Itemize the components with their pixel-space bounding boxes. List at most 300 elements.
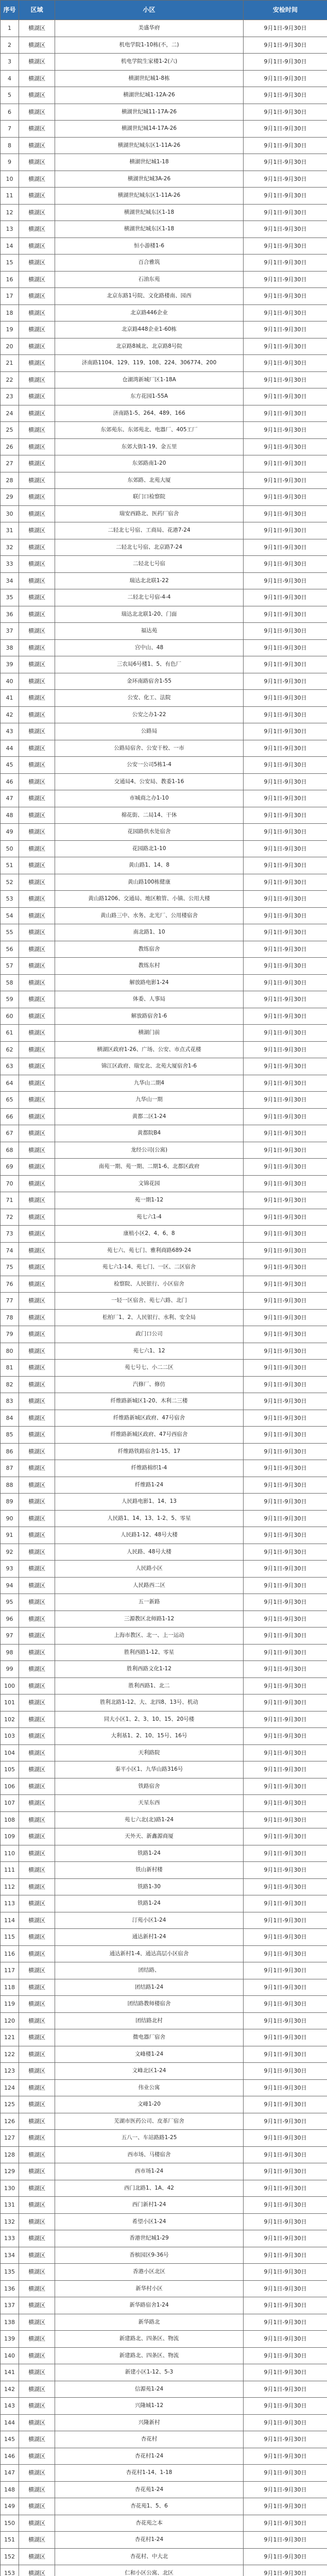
row-inspection-time: 9月1日-9月30日 (244, 1711, 327, 1728)
row-district: 横湖区 (19, 1142, 55, 1159)
row-index: 93 (1, 1561, 19, 1578)
row-community: 龙经公司(公寓) (55, 1142, 244, 1159)
row-district: 横湖区 (19, 1594, 55, 1611)
row-district: 横湖区 (19, 204, 55, 221)
row-index: 123 (1, 2063, 19, 2080)
row-index: 152 (1, 2548, 19, 2565)
row-community: 杏花苑之本 (55, 2515, 244, 2532)
row-index: 141 (1, 2364, 19, 2381)
row-index: 20 (1, 338, 19, 355)
row-index: 35 (1, 589, 19, 606)
row-community: 北京路448企业1-60栋 (55, 321, 244, 338)
row-inspection-time: 9月1日-9月30日 (244, 1661, 327, 1678)
table-row (1, 1343, 327, 1360)
row-inspection-time: 9月1日-9月30日 (244, 405, 327, 422)
row-district: 横湖区 (19, 757, 55, 774)
row-district: 横湖区 (19, 2565, 55, 2576)
row-index: 31 (1, 522, 19, 539)
row-district: 横湖区 (19, 2515, 55, 2532)
row-inspection-time: 9月1日-9月30日 (244, 1025, 327, 1042)
row-index: 119 (1, 1996, 19, 2013)
row-index: 14 (1, 238, 19, 255)
row-index: 99 (1, 1661, 19, 1678)
row-district: 横湖区 (19, 288, 55, 305)
row-index: 121 (1, 2029, 19, 2046)
row-index: 90 (1, 1510, 19, 1527)
row-index: 3 (1, 54, 19, 71)
row-community: 天利路院 (55, 1744, 244, 1761)
table-row (1, 2063, 327, 2080)
row-community: 宫中山、48 (55, 639, 244, 656)
row-community: 人民路小区 (55, 1561, 244, 1578)
row-inspection-time: 9月1日-9月30日 (244, 790, 327, 807)
row-index: 42 (1, 706, 19, 723)
row-inspection-time: 9月1日-9月30日 (244, 1242, 327, 1259)
table-row (1, 1945, 327, 1962)
table-row (1, 2163, 327, 2180)
table-row (1, 1192, 327, 1209)
table-row (1, 723, 327, 740)
row-index: 27 (1, 455, 19, 472)
row-community: 人民路电影1、14、13 (55, 1494, 244, 1511)
table-row (1, 1443, 327, 1460)
row-community: 检察院、人民银行、小区宿舍 (55, 1276, 244, 1293)
table-row (1, 472, 327, 489)
row-community: 苑七号七、小二二区 (55, 1360, 244, 1377)
row-inspection-time: 9月1日-9月30日 (244, 974, 327, 991)
row-index: 60 (1, 1008, 19, 1025)
row-district: 横湖区 (19, 1092, 55, 1109)
row-community: 机电学院生家楼1-2(六) (55, 54, 244, 71)
row-inspection-time: 9月1日-9月30日 (244, 2046, 327, 2063)
row-district: 横湖区 (19, 188, 55, 205)
row-index: 115 (1, 1929, 19, 1946)
row-community: 信源苑1-24 (55, 2381, 244, 2398)
row-district: 横湖区 (19, 2398, 55, 2415)
row-district: 横湖区 (19, 974, 55, 991)
row-index: 21 (1, 355, 19, 372)
row-index: 46 (1, 773, 19, 790)
row-community: 苑一期1-12 (55, 1192, 244, 1209)
row-inspection-time: 9月1日-9月30日 (244, 958, 327, 975)
row-inspection-time: 9月1日-9月30日 (244, 221, 327, 238)
row-district: 横湖区 (19, 1962, 55, 1979)
table-row (1, 2130, 327, 2147)
row-community: 南北路1、10 (55, 924, 244, 941)
row-index: 32 (1, 539, 19, 556)
row-inspection-time: 9月1日-9月30日 (244, 104, 327, 121)
row-district: 横湖区 (19, 1744, 55, 1761)
row-index: 83 (1, 1393, 19, 1410)
table-row (1, 874, 327, 891)
row-inspection-time: 9月1日-9月30日 (244, 556, 327, 573)
row-district: 横湖区 (19, 1259, 55, 1276)
row-district: 横湖区 (19, 70, 55, 87)
row-community: 苑七六1-4 (55, 1209, 244, 1226)
table-row (1, 1142, 327, 1159)
table-row (1, 1510, 327, 1527)
row-community: 杏花村 (55, 2431, 244, 2448)
row-community: 黄山路1、14、8 (55, 857, 244, 874)
row-district: 横湖区 (19, 1895, 55, 1912)
row-district: 横湖区 (19, 840, 55, 857)
row-inspection-time: 9月1日-9月30日 (244, 1427, 327, 1444)
row-community: 横湖世纪城3A-26 (55, 171, 244, 188)
row-inspection-time: 9月1日-9月30日 (244, 2213, 327, 2230)
row-inspection-time: 9月1日-9月30日 (244, 2230, 327, 2247)
row-community: 上海市教区、北一、上一运动 (55, 1628, 244, 1645)
row-community: 杏花村、中大北 (55, 2548, 244, 2565)
table-row (1, 20, 327, 37)
row-community: 杏花村1-24 (55, 2532, 244, 2549)
row-index: 76 (1, 1276, 19, 1293)
row-district: 横湖区 (19, 338, 55, 355)
row-inspection-time: 9月1日-9月30日 (244, 2331, 327, 2348)
row-community: 交通局4、公安局、教委1-16 (55, 773, 244, 790)
table-row (1, 2481, 327, 2498)
row-district: 横湖区 (19, 221, 55, 238)
table-row (1, 958, 327, 975)
table-row (1, 2197, 327, 2214)
row-index: 136 (1, 2280, 19, 2297)
row-index: 28 (1, 472, 19, 489)
table-row (1, 1075, 327, 1092)
row-inspection-time: 9月1日-9月30日 (244, 2548, 327, 2565)
table-row (1, 1008, 327, 1025)
table-row (1, 606, 327, 623)
row-inspection-time: 9月1日-9月30日 (244, 2146, 327, 2163)
row-index: 66 (1, 1108, 19, 1125)
row-inspection-time: 9月1日-9月30日 (244, 271, 327, 288)
table-row (1, 1628, 327, 1645)
row-index: 102 (1, 1711, 19, 1728)
row-inspection-time: 9月1日-9月30日 (244, 539, 327, 556)
row-district: 横湖区 (19, 1577, 55, 1594)
row-index: 16 (1, 271, 19, 288)
row-index: 23 (1, 388, 19, 405)
row-index: 142 (1, 2381, 19, 2398)
row-district: 横湖区 (19, 991, 55, 1008)
row-index: 22 (1, 371, 19, 388)
row-district: 横湖区 (19, 1979, 55, 1996)
row-inspection-time: 9月1日-9月30日 (244, 1159, 327, 1176)
row-index: 107 (1, 1795, 19, 1812)
row-inspection-time: 9月1日-9月30日 (244, 238, 327, 255)
row-inspection-time: 9月1日-9月30日 (244, 1293, 327, 1310)
table-row (1, 907, 327, 924)
row-community: 纤维路新城区政府、47号西宿舍 (55, 1427, 244, 1444)
row-inspection-time: 9月1日-9月30日 (244, 1360, 327, 1377)
row-inspection-time: 9月1日-9月30日 (244, 2532, 327, 2549)
row-district: 横湖区 (19, 2029, 55, 2046)
row-community: 新建路北、四条区、物流 (55, 2331, 244, 2348)
table-row (1, 1694, 327, 1711)
row-district: 横湖区 (19, 1360, 55, 1377)
row-index: 110 (1, 1845, 19, 1862)
row-index: 112 (1, 1878, 19, 1895)
row-community: 解放路宿舍1-6 (55, 1008, 244, 1025)
row-district: 横湖区 (19, 1661, 55, 1678)
row-inspection-time: 9月1日-9月30日 (244, 1041, 327, 1058)
row-district: 横湖区 (19, 54, 55, 71)
row-district: 横湖区 (19, 639, 55, 656)
row-inspection-time: 9月1日-9月30日 (244, 2398, 327, 2415)
row-district: 横湖区 (19, 238, 55, 255)
table-row (1, 1996, 327, 2013)
row-district: 横湖区 (19, 924, 55, 941)
row-community: 瑞安西路北、医药厂宿舍 (55, 505, 244, 522)
row-index: 124 (1, 2079, 19, 2096)
row-community: 北京路8城北、北京路8号院 (55, 338, 244, 355)
table-row (1, 1159, 327, 1176)
row-inspection-time: 9月1日-9月30日 (244, 505, 327, 522)
row-district: 横湖区 (19, 1376, 55, 1393)
row-index: 87 (1, 1460, 19, 1477)
row-district: 横湖区 (19, 1108, 55, 1125)
row-inspection-time: 9月1日-9月30日 (244, 2448, 327, 2465)
row-community: 东郊路南1-20 (55, 455, 244, 472)
row-community: 康植小区2、4、6、8 (55, 1226, 244, 1243)
table-row (1, 673, 327, 690)
row-district: 横湖区 (19, 489, 55, 506)
row-community: 新建路北、四条区、物流 (55, 2347, 244, 2364)
row-district: 横湖区 (19, 1058, 55, 1075)
row-inspection-time: 9月1日-9月30日 (244, 740, 327, 757)
row-district: 横湖区 (19, 1326, 55, 1343)
row-community: 纤维路新城区政府、47号宿舍 (55, 1410, 244, 1427)
row-district: 横湖区 (19, 1527, 55, 1544)
row-index: 59 (1, 991, 19, 1008)
row-community: 二轻北七号宿 (55, 556, 244, 573)
table-row (1, 1962, 327, 1979)
row-inspection-time: 9月1日-9月30日 (244, 1477, 327, 1494)
row-index: 53 (1, 891, 19, 908)
row-district: 横湖区 (19, 2498, 55, 2515)
row-community: 苑七六、苑七门、雅利商路689-24 (55, 1242, 244, 1259)
row-district: 横湖区 (19, 1041, 55, 1058)
row-community: 通达新村1-24 (55, 1929, 244, 1946)
row-inspection-time: 9月1日-9月30日 (244, 2465, 327, 2482)
table-row (1, 539, 327, 556)
row-index: 24 (1, 405, 19, 422)
table-row (1, 1577, 327, 1594)
row-district: 横湖区 (19, 1192, 55, 1209)
row-community: 金环南路宿舍1-55 (55, 673, 244, 690)
row-inspection-time: 9月1日-9月30日 (244, 2498, 327, 2515)
row-community: 通达新村1-4、通达高层小区宿舍 (55, 1945, 244, 1962)
row-community: 百合雅筑 (55, 255, 244, 272)
row-inspection-time: 9月1日-9月30日 (244, 338, 327, 355)
table-row (1, 2079, 327, 2096)
row-inspection-time: 9月1日-9月30日 (244, 422, 327, 439)
row-community: 汀苑小区1-24 (55, 1912, 244, 1929)
row-inspection-time: 9月1日-9月30日 (244, 1945, 327, 1962)
row-inspection-time: 9月1日-9月30日 (244, 1008, 327, 1025)
row-community: 杏花苑1、5、6 (55, 2498, 244, 2515)
row-district: 横湖区 (19, 2431, 55, 2448)
row-index: 127 (1, 2130, 19, 2147)
row-index: 133 (1, 2230, 19, 2247)
row-inspection-time: 9月1日-9月30日 (244, 2381, 327, 2398)
row-district: 横湖区 (19, 623, 55, 640)
row-index: 140 (1, 2347, 19, 2364)
row-community: 锦江区政府、瑞安北、北苑大厦宿舍1-6 (55, 1058, 244, 1075)
row-index: 4 (1, 70, 19, 87)
row-inspection-time: 9月1日-9月30日 (244, 673, 327, 690)
row-index: 82 (1, 1376, 19, 1393)
row-community: 文峰1-20 (55, 2096, 244, 2113)
row-inspection-time: 9月1日-9月30日 (244, 1209, 327, 1226)
row-inspection-time: 9月1日-9月30日 (244, 1343, 327, 1360)
row-district: 横湖区 (19, 1862, 55, 1879)
row-inspection-time: 9月1日-9月30日 (244, 891, 327, 908)
row-inspection-time: 9月1日-9月30日 (244, 1276, 327, 1293)
row-index: 120 (1, 2012, 19, 2029)
row-index: 49 (1, 824, 19, 841)
row-community: 铁路1-24 (55, 1895, 244, 1912)
row-district: 横湖区 (19, 606, 55, 623)
row-district: 横湖区 (19, 723, 55, 740)
row-community: 瑞达北北联1-22 (55, 572, 244, 589)
row-district: 横湖区 (19, 1761, 55, 1778)
table-row (1, 2532, 327, 2549)
row-district: 横湖区 (19, 1845, 55, 1862)
row-index: 135 (1, 2264, 19, 2281)
row-inspection-time: 9月1日-9月30日 (244, 2113, 327, 2130)
table-row (1, 1092, 327, 1109)
table-row (1, 2314, 327, 2331)
row-community: 南苑一期、苑一期、二期1-6、北都区政府 (55, 1159, 244, 1176)
row-inspection-time: 9月1日-9月30日 (244, 1811, 327, 1828)
table-row (1, 790, 327, 807)
row-district: 横湖区 (19, 907, 55, 924)
row-district: 横湖区 (19, 1510, 55, 1527)
table-row (1, 405, 327, 422)
row-district: 横湖区 (19, 255, 55, 272)
row-community: 杏花村1-14、1-18 (55, 2465, 244, 2482)
row-index: 78 (1, 1309, 19, 1326)
row-district: 横湖区 (19, 1611, 55, 1628)
row-index: 63 (1, 1058, 19, 1075)
table-row (1, 1811, 327, 1828)
row-index: 25 (1, 422, 19, 439)
row-district: 横湖区 (19, 1427, 55, 1444)
table-row (1, 2381, 327, 2398)
row-inspection-time: 9月1日-9月30日 (244, 2364, 327, 2381)
row-index: 75 (1, 1259, 19, 1276)
row-community: 新建小区1-12、5-3 (55, 2364, 244, 2381)
table-row (1, 188, 327, 205)
row-index: 122 (1, 2046, 19, 2063)
row-district: 横湖区 (19, 1025, 55, 1042)
row-inspection-time: 9月1日-9月30日 (244, 1058, 327, 1075)
row-district: 横湖区 (19, 1309, 55, 1326)
table-row (1, 2180, 327, 2197)
row-district: 横湖区 (19, 673, 55, 690)
row-inspection-time: 9月1日-9月30日 (244, 656, 327, 673)
row-district: 横湖区 (19, 121, 55, 138)
row-district: 横湖区 (19, 1460, 55, 1477)
table-row (1, 2146, 327, 2163)
row-district: 横湖区 (19, 2180, 55, 2197)
table-row (1, 706, 327, 723)
row-inspection-time: 9月1日-9月30日 (244, 355, 327, 372)
row-inspection-time: 9月1日-9月30日 (244, 2130, 327, 2147)
row-index: 117 (1, 1962, 19, 1979)
row-community: 铁山新村楼 (55, 1862, 244, 1879)
row-inspection-time: 9月1日-9月30日 (244, 1962, 327, 1979)
table-row (1, 891, 327, 908)
row-district: 横湖区 (19, 20, 55, 37)
row-district: 横湖区 (19, 1443, 55, 1460)
row-inspection-time: 9月1日-9月30日 (244, 991, 327, 1008)
table-row (1, 2565, 327, 2576)
row-index: 62 (1, 1041, 19, 1058)
row-district: 横湖区 (19, 807, 55, 824)
row-inspection-time: 9月1日-9月30日 (244, 874, 327, 891)
table-row (1, 941, 327, 958)
row-district: 横湖区 (19, 522, 55, 539)
row-index: 73 (1, 1226, 19, 1243)
row-district: 横湖区 (19, 1795, 55, 1812)
row-index: 145 (1, 2431, 19, 2448)
table-row (1, 2398, 327, 2415)
row-inspection-time: 9月1日-9月30日 (244, 1192, 327, 1209)
row-index: 144 (1, 2414, 19, 2431)
row-community: 公路局宿舍、公安干校、一市 (55, 740, 244, 757)
row-community: 福达苑 (55, 623, 244, 640)
row-inspection-time: 9月1日-9月30日 (244, 1644, 327, 1661)
row-inspection-time: 9月1日-9月30日 (244, 807, 327, 824)
row-community: 横湖门前 (55, 1025, 244, 1042)
row-district: 横湖区 (19, 2532, 55, 2549)
row-index: 116 (1, 1945, 19, 1962)
row-district: 横湖区 (19, 371, 55, 388)
row-index: 34 (1, 572, 19, 589)
row-index: 12 (1, 204, 19, 221)
row-index: 84 (1, 1410, 19, 1427)
row-district: 横湖区 (19, 1242, 55, 1259)
row-district: 横湖区 (19, 2448, 55, 2465)
row-index: 88 (1, 1477, 19, 1494)
table-row (1, 2230, 327, 2247)
table-row (1, 857, 327, 874)
row-district: 横湖区 (19, 690, 55, 707)
row-community: 汽修厂、修仿 (55, 1376, 244, 1393)
table-row (1, 1594, 327, 1611)
table-row (1, 2548, 327, 2565)
row-index: 91 (1, 1527, 19, 1544)
table-row (1, 1175, 327, 1192)
row-inspection-time: 9月1日-9月30日 (244, 1125, 327, 1142)
table-row (1, 54, 327, 71)
row-community: 教练东村 (55, 958, 244, 975)
table-row (1, 1979, 327, 1996)
row-community: 香槟园区9-36号 (55, 2247, 244, 2264)
row-community: 东郊苑东、东郊苑北、电器厂、405工厂 (55, 422, 244, 439)
row-community: 芜湖市医药公司、皮革厂宿舍 (55, 2113, 244, 2130)
row-district: 横湖区 (19, 1544, 55, 1561)
table-row (1, 171, 327, 188)
row-index: 72 (1, 1209, 19, 1226)
row-index: 67 (1, 1125, 19, 1142)
table-row (1, 1611, 327, 1628)
table-row (1, 1828, 327, 1845)
row-index: 65 (1, 1092, 19, 1109)
row-inspection-time: 9月1日-9月30日 (244, 1108, 327, 1125)
row-district: 横湖区 (19, 1778, 55, 1795)
row-inspection-time: 9月1日-9月30日 (244, 522, 327, 539)
